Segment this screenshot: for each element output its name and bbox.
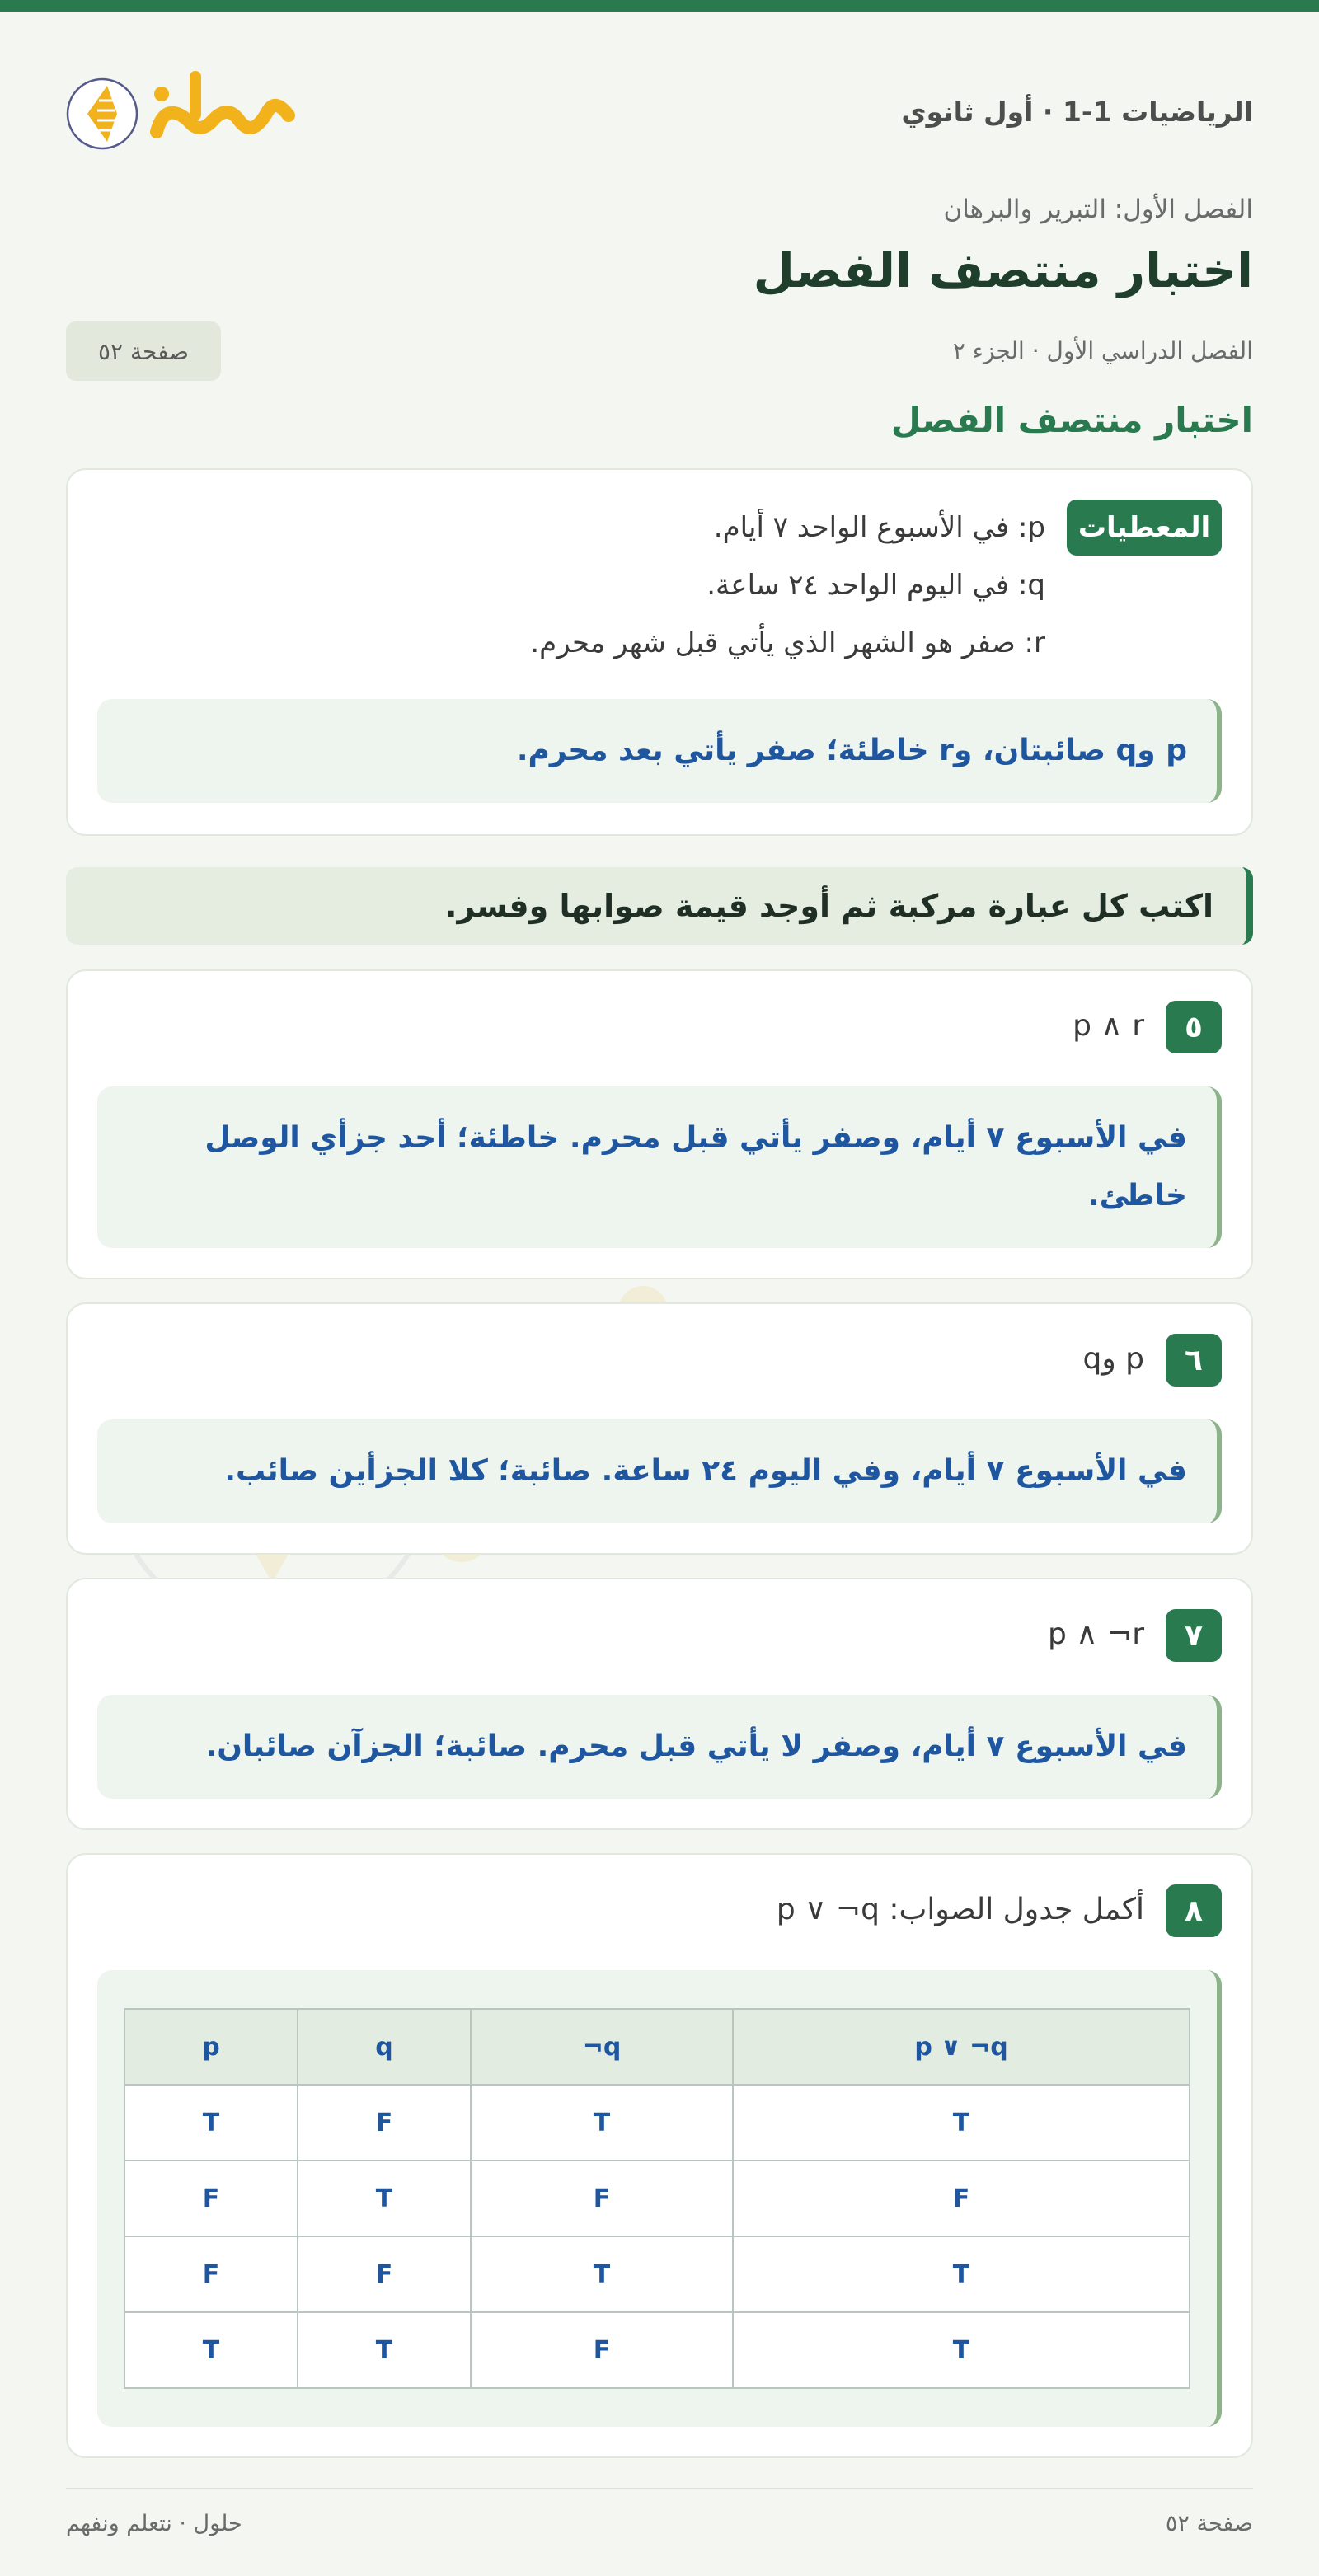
semester-label: الفصل الدراسي الأول · الجزء ٢: [952, 337, 1253, 364]
question-expression: p ∧ ¬r: [1047, 1617, 1144, 1651]
table-cell: F: [298, 2236, 471, 2312]
question-expression: أكمل جدول الصواب: p ∨ ¬q: [776, 1893, 1144, 1926]
given-badge: المعطيات: [1067, 500, 1222, 556]
question-answer: في الأسبوع ٧ أيام، وصفر لا يأتي قبل محرم. صائبة؛ الجزآن صائبان.: [97, 1695, 1222, 1799]
page-number-badge: صفحة ٥٢: [66, 321, 221, 381]
table-cell: T: [298, 2312, 471, 2388]
question-card-7: [66, 1578, 1253, 1830]
column-header: ¬q: [471, 2009, 733, 2085]
page-header: [0, 12, 1319, 365]
given-line-q: q: في اليوم الواحد ٢٤ ساعة.: [706, 569, 1045, 602]
column-header: q: [298, 2009, 471, 2085]
given-answer: p وq صائبتان، وr خاطئة؛ صفر يأتي بعد محرم.: [97, 699, 1222, 803]
table-cell: F: [471, 2161, 733, 2236]
table-cell: F: [124, 2161, 298, 2236]
column-header: p ∨ ¬q: [733, 2009, 1190, 2085]
instruction-banner: اكتب كل عبارة مركبة ثم أوجد قيمة صوابها وفسر.: [66, 867, 1253, 945]
table-cell: T: [733, 2085, 1190, 2161]
question-expression: p ∧ r: [1073, 1009, 1144, 1043]
question-number-badge: ٦: [1166, 1334, 1222, 1387]
section-heading: اختبار منتصف الفصل: [890, 400, 1253, 440]
question-number-badge: ٥: [1166, 1001, 1222, 1053]
table-cell: T: [471, 2236, 733, 2312]
question-answer: في الأسبوع ٧ أيام، وصفر يأتي قبل محرم. خاطئة؛ أحد جزأي الوصل خاطئ.: [97, 1086, 1222, 1248]
given-card: [66, 468, 1253, 836]
table-cell: F: [298, 2085, 471, 2161]
table-cell: T: [733, 2236, 1190, 2312]
question-answer: في الأسبوع ٧ أيام، وفي اليوم ٢٤ ساعة. صائبة؛ كلا الجزأين صائب.: [97, 1419, 1222, 1523]
footer-brand: حلول · نتعلم ونفهم: [66, 2511, 242, 2536]
table-row: [124, 2312, 1190, 2388]
table-cell: T: [298, 2161, 471, 2236]
question-expression: p وq: [1082, 1342, 1144, 1376]
table-cell: F: [733, 2161, 1190, 2236]
table-cell: T: [124, 2312, 298, 2388]
table-row: [124, 2161, 1190, 2236]
table-row: [124, 2236, 1190, 2312]
footer-divider: [66, 2488, 1253, 2489]
column-header: p: [124, 2009, 298, 2085]
holol-logo: [66, 64, 297, 155]
chapter-label: الفصل الأول: التبرير والبرهان: [943, 195, 1253, 224]
table-cell: F: [471, 2312, 733, 2388]
table-cell: F: [124, 2236, 298, 2312]
question-card-5: [66, 969, 1253, 1279]
question-card-8: [66, 1853, 1253, 2458]
page-title: اختبار منتصف الفصل: [753, 242, 1253, 298]
top-accent-bar: [0, 0, 1319, 12]
given-line-r: r: صفر هو الشهر الذي يأتي قبل شهر محرم.: [530, 626, 1045, 659]
table-row: [124, 2085, 1190, 2161]
question-card-6: [66, 1302, 1253, 1555]
given-line-p: p: في الأسبوع الواحد ٧ أيام.: [713, 511, 1045, 544]
course-title: الرياضيات 1-1 · أول ثانوي: [901, 96, 1253, 128]
truth-table-header-row: [124, 2009, 1190, 2085]
question-number-badge: ٧: [1166, 1609, 1222, 1662]
truth-table-panel: [97, 1970, 1222, 2427]
table-cell: T: [124, 2085, 298, 2161]
table-cell: T: [471, 2085, 733, 2161]
table-cell: T: [733, 2312, 1190, 2388]
question-number-badge: ٨: [1166, 1884, 1222, 1937]
footer-page-number: صفحة ٥٢: [1165, 2511, 1253, 2536]
truth-table: [124, 2008, 1190, 2389]
